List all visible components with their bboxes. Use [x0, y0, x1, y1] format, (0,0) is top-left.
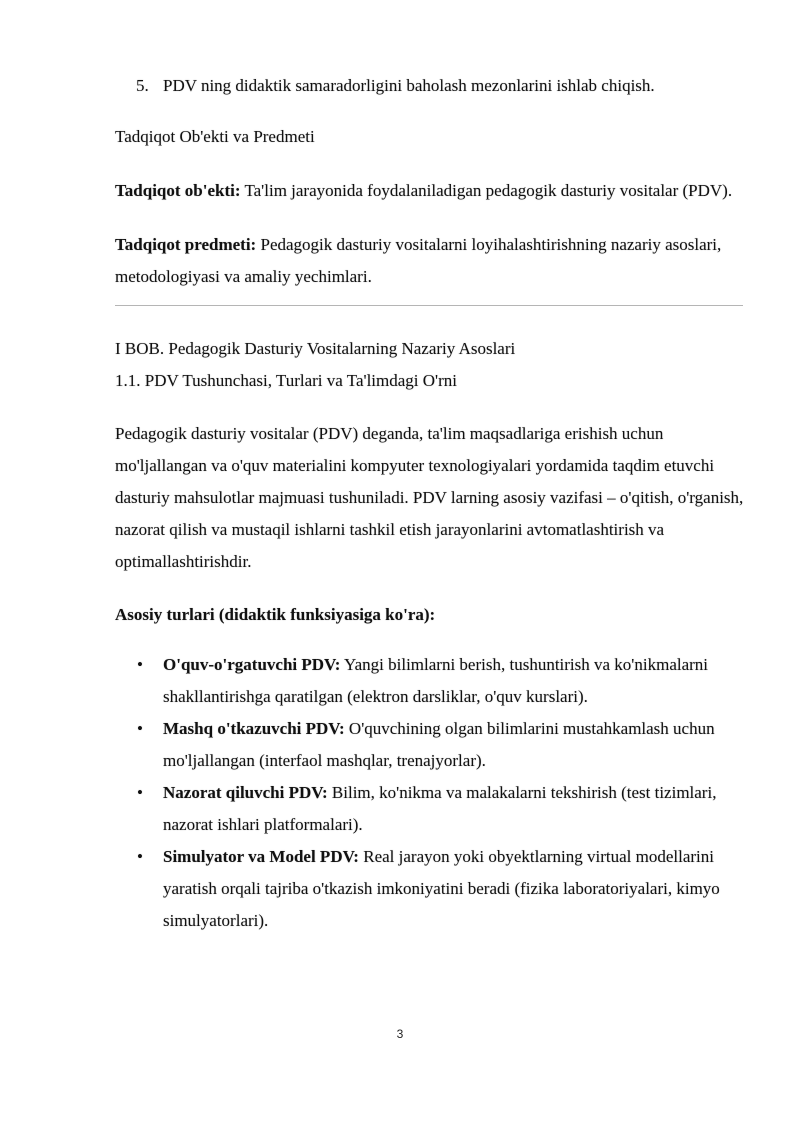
- type-label: O'quv-o'rgatuvchi PDV:: [163, 655, 341, 674]
- list-item-text: PDV ning didaktik samaradorligini baholash mezonlarini ishlab chiqish.: [163, 76, 655, 95]
- type-text: Real jarayon yoki obyektlarning virtual modellarini yaratish orqali tajriba o'tkazish imkoniyatini beradi (fizika laboratoriyalari, kimyo simulyatorlari).: [163, 847, 720, 930]
- intro-paragraph: Pedagogik dasturiy vositalar (PDV) deganda, ta'lim maqsadlariga erishish uchun mo'ljallangan va o'quv materialini kompyuter texnologiyalari yordamida taqdim etuvchi dasturiy mahsulotlar majmuasi tushuniladi. PDV larning asosiy vazifasi – o'qitish, o'rganish, nazorat qilish va mustaqil ishlarni tashkil etish jarayonlarini avtomatlashtirish va optimallashtirishdir.: [115, 424, 744, 571]
- bullet-icon: •: [137, 847, 143, 866]
- document-page: [115, 70, 745, 937]
- type-text: Yangi bilimlarni berish, tushuntirish va ko'nikmalarni shakllantirishga qaratilgan (elektron darsliklar, o'quv kurslari).: [163, 655, 709, 706]
- type-label: Simulyator va Model PDV:: [163, 847, 359, 866]
- list-item: [115, 649, 745, 713]
- chapter-title: I BOB. Pedagogik Dasturiy Vositalarning Nazariy Asoslari: [115, 339, 516, 358]
- list-item: [115, 713, 745, 777]
- subsection-title: 1.1. PDV Tushunchasi, Turlari va Ta'limdagi O'rni: [115, 371, 457, 390]
- bullet-icon: •: [137, 719, 143, 738]
- research-object-paragraph: [115, 175, 745, 207]
- page-number: 3: [396, 1027, 404, 1041]
- type-text: Bilim, ko'nikma va malakalarni tekshirish (test tizimlari, nazorat ishlari platformalari).: [163, 783, 717, 834]
- research-object-label: Tadqiqot ob'ekti:: [115, 181, 241, 200]
- section-heading: Tadqiqot Ob'ekti va Predmeti: [115, 127, 315, 146]
- type-label: Nazorat qiluvchi PDV:: [163, 783, 328, 802]
- research-subject-label: Tadqiqot predmeti:: [115, 235, 257, 254]
- type-label: Mashq o'tkazuvchi PDV:: [163, 719, 345, 738]
- research-object-text: Ta'lim jarayonida foydalaniladigan pedagogik dasturiy vositalar (PDV).: [240, 181, 733, 200]
- research-subject-paragraph: [115, 229, 745, 293]
- type-text: O'quvchining olgan bilimlarini mustahkamlash uchun mo'ljallangan (interfaol mashqlar, trenajyorlar).: [163, 719, 715, 770]
- list-item: [115, 841, 745, 937]
- types-heading: Asosiy turlari (didaktik funksiyasiga ko'ra):: [115, 605, 436, 624]
- bullet-icon: •: [137, 655, 143, 674]
- list-number: 5.: [136, 76, 149, 95]
- list-item: [115, 777, 745, 841]
- horizontal-divider: [115, 305, 743, 306]
- research-subject-text: Pedagogik dasturiy vositalarni loyihalashtirishning nazariy asoslari, metodologiyasi va amaliy yechimlari.: [115, 235, 722, 286]
- bullet-icon: •: [137, 783, 143, 802]
- numbered-list-item: [115, 70, 745, 102]
- types-list: [115, 649, 745, 937]
